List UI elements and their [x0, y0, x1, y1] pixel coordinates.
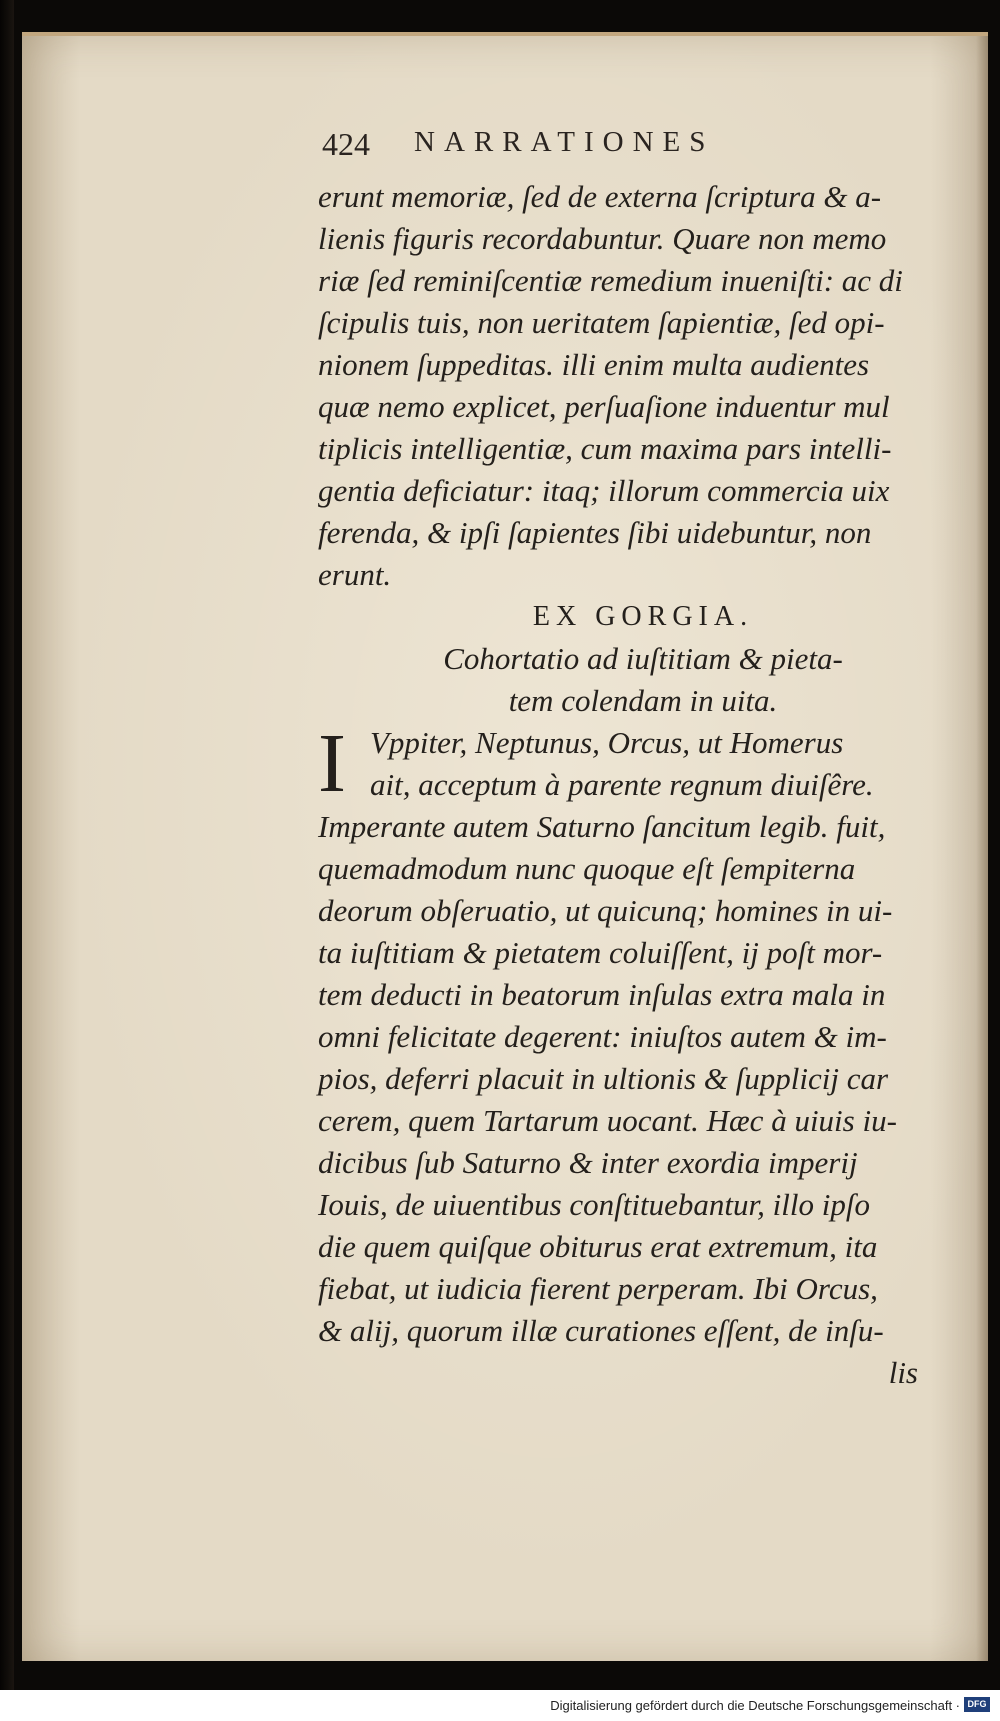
continued-passage	[318, 176, 968, 596]
text-line: nionem ſuppeditas. illi enim multa audientes	[318, 347, 870, 382]
text-line: erunt memoriæ, ſed de externa ſcriptura & a-	[318, 179, 882, 214]
text-line: cerem, quem Tartarum uocant. Hæc à uiuis iu-	[318, 1103, 897, 1138]
text-line: ta iuſtitiam & pietatem coluiſſent, ij poſt mor-	[318, 935, 883, 970]
text-line: deorum obſeruatio, ut quicunq; homines in ui-	[318, 893, 893, 928]
section-subheading-line: Cohortatio ad iuſtitiam & pieta-	[443, 641, 843, 676]
text-line: omni felicitate degerent: iniuſtos autem & im-	[318, 1019, 887, 1054]
text-line: quemadmodum nunc quoque eſt ſempiterna	[318, 851, 856, 886]
catchword: lis	[888, 1355, 918, 1390]
text-line: ferenda, & ipſi ſapientes ſibi uidebuntur, non	[318, 515, 872, 550]
digitization-credit: Digitalisierung gefördert durch die Deutsche Forschungsgemeinschaft ·	[550, 1698, 960, 1713]
text-line: tiplicis intelligentiæ, cum maxima pars intelli-	[318, 431, 892, 466]
page-edge-shadow	[976, 36, 988, 1661]
text-line: gentia deficiatur: itaq; illorum commercia uix	[318, 473, 890, 508]
text-line: erunt.	[318, 557, 392, 592]
text-line: Imperante autem Saturno ſancitum legib. fuit,	[318, 809, 886, 844]
text-line: Iouis, de uiuentibus conſtituebantur, illo ipſo	[318, 1187, 870, 1222]
text-line: quæ nemo explicet, perſuaſione induentur mul	[318, 389, 890, 424]
text-line: lienis figuris recordabuntur. Quare non memo	[318, 221, 887, 256]
text-line: dicibus ſub Saturno & inter exordia imperij	[318, 1145, 858, 1180]
text-line: die quem quiſque obiturus erat extremum, ita	[318, 1229, 878, 1264]
page-number: 424	[322, 126, 370, 162]
book-edge	[0, 0, 14, 1721]
section-subheading-line: tem colendam in uita.	[508, 683, 778, 718]
running-title: NARRATIONES	[414, 126, 715, 158]
drop-cap: I	[318, 717, 346, 810]
text-line: Vppiter, Neptunus, Orcus, ut Homerus	[370, 725, 844, 760]
text-line: riæ ſed reminiſcentiæ remedium inueniſti: ac di	[318, 263, 903, 298]
page-header	[322, 126, 842, 170]
text-line: fiebat, ut iudicia fierent perperam. Ibi Orcus,	[318, 1271, 878, 1306]
text-line: ait, acceptum à parente regnum diuiſêre.	[370, 767, 874, 802]
section-body	[318, 717, 968, 1394]
text-line: & alij, quorum illæ curationes eſſent, de inſu-	[318, 1313, 884, 1348]
text-block	[318, 176, 968, 1394]
text-line: tem deducti in beatorum inſulas extra mala in	[318, 977, 886, 1012]
text-line: ſcipulis tuis, non ueritatem ſapientiæ, ſed opi-	[318, 305, 885, 340]
text-line: pios, deferri placuit in ultionis & ſupplicij car	[318, 1061, 889, 1096]
dfg-logo: DFG	[964, 1697, 990, 1712]
section-heading: EX GORGIA.	[532, 601, 754, 632]
